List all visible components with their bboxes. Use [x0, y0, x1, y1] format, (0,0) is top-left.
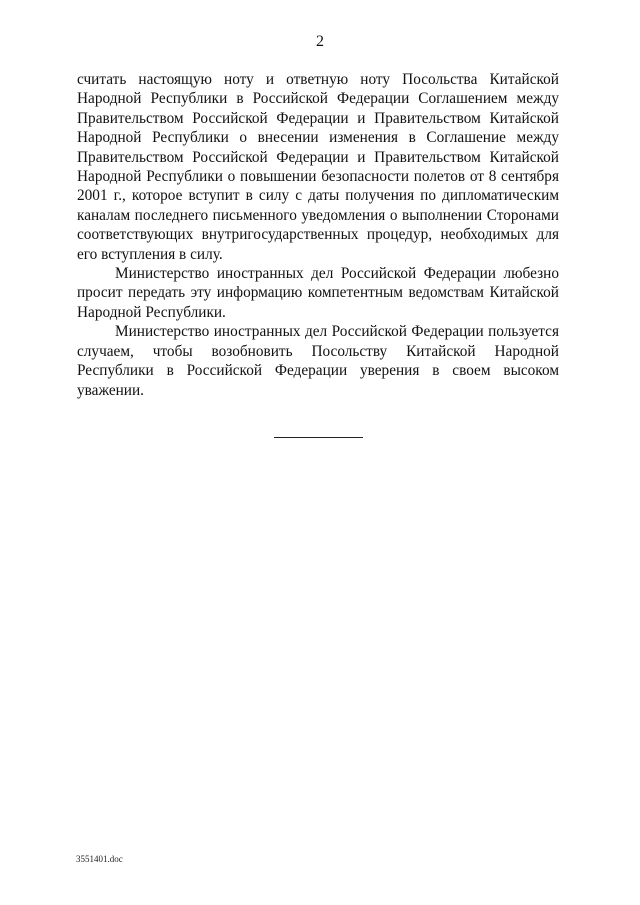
page-number: 2: [316, 33, 324, 50]
end-of-text-separator-line: [274, 437, 363, 438]
paragraph-closing-courtesy: Министерство иностранных дел Российской Федерации пользуется случаем, чтобы возобновить Посольству Китайской Народной Республики в Российской Федерации уверения в своем высоком уважении.: [77, 323, 559, 399]
paragraph-request: Министерство иностранных дел Российской Федерации любезно просит передать эту информацию компетентным ведомствам Китайской Народной Республики.: [77, 265, 559, 321]
document-body: [77, 70, 559, 400]
paragraph-continuation: считать настоящую ноту и ответную ноту Посольства Китайской Народной Республики в Российской Федерации Соглашением между Правительством Российской Федерации и Правительством Китайской Народной Республики о внесении изменения в Соглашение между Правительством Российской Федерации и Правительством Китайской Народной Республики о повышении безопасности полетов от 8 сентября 2001 г., которое вступит в силу с даты получения по дипломатическим каналам последнего письменного уведомления о выполнении Сторонами соответствующих внутригосударственных процедур, необходимых для его вступления в силу.: [77, 71, 559, 263]
footer-file-name: 3551401.doc: [76, 854, 123, 864]
